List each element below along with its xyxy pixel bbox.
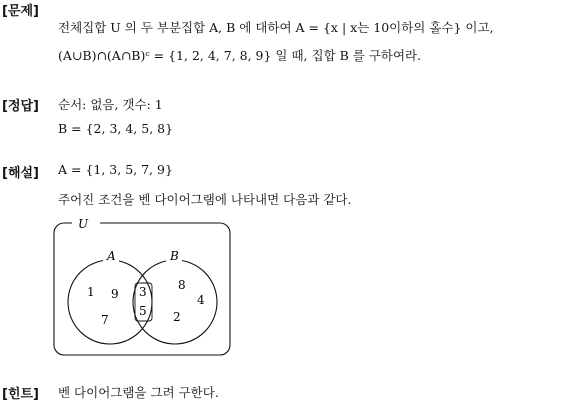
hint-line-1: 벤 다이어그램을 그려 구한다.: [58, 385, 219, 400]
a-only-element: 7: [101, 313, 109, 327]
set-b-label: B: [170, 249, 179, 263]
answer-line-1: 순서: 없음, 갯수: 1: [58, 97, 163, 112]
answer-line-2: B = {2, 3, 4, 5, 8}: [58, 121, 174, 136]
b-only-element: 4: [197, 293, 205, 307]
a-only-element: 1: [87, 285, 95, 299]
intersection-element: 5: [139, 304, 147, 318]
b-only-element: 2: [173, 310, 181, 324]
universe-label: U: [78, 217, 89, 231]
problem-line-1: 전체집합 U 의 두 부분집합 A, B 에 대하여 A = {x | x는 10이하의 홀수} 이고,: [58, 20, 494, 35]
hint-tag: [힌트]: [2, 387, 39, 402]
answer-tag: [정답]: [2, 99, 39, 114]
set-a-circle: [68, 260, 152, 344]
set-a-label: A: [107, 249, 116, 263]
b-only-element: 8: [178, 278, 186, 292]
solution-tag: [해설]: [2, 166, 39, 181]
a-only-element: 9: [111, 287, 119, 301]
intersection-element: 3: [139, 285, 147, 299]
problem-tag: [문제]: [2, 4, 39, 19]
solution-line-1: A = {1, 3, 5, 7, 9}: [58, 162, 173, 177]
solution-line-2: 주어진 조건을 벤 다이어그램에 나타내면 다음과 같다.: [58, 192, 352, 207]
problem-line-2: (A∪B)∩(A∩B)ᶜ = {1, 2, 4, 7, 8, 9} 일 때, 집합 B 를 구하여라.: [58, 48, 422, 63]
